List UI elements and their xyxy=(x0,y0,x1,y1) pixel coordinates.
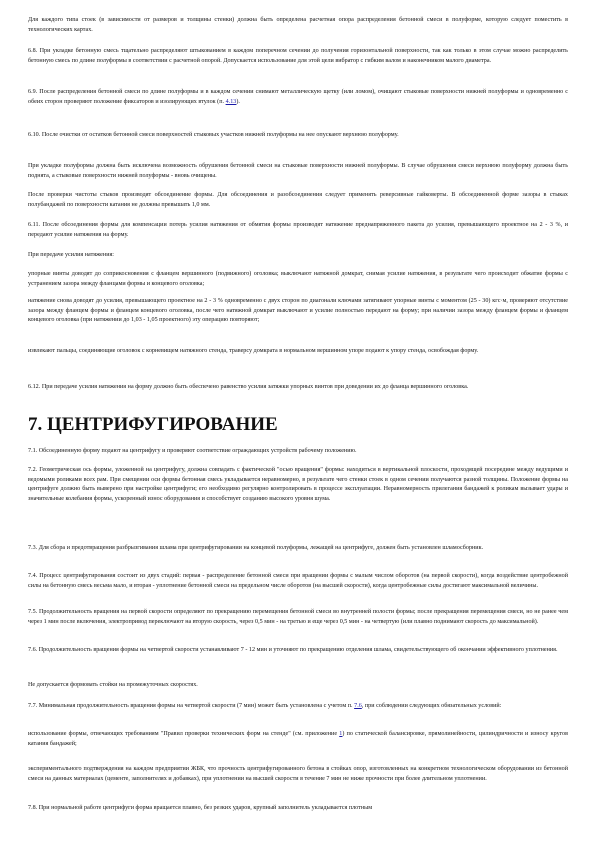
reference-link[interactable]: 7.6 xyxy=(354,703,362,709)
paragraph-text: 7.3. Для сбора и предотвращения разбрызгивания шлама при центрифугировании на концевой полуформы, лежащей на центрифуге, должен быть установлен шламосборник. xyxy=(28,545,484,551)
paragraph-text: 7.2. Геометрическая ось формы, уложенной на центрифугу, должна совпадать с фактической "осью вращения" формы: находиться в вертикальной плоскости, проходящей посередине между ведущими и ведомыми роликами всех рам. При смещении оси формы бетонная смесь укладывается неравномерно, в результате чего стенки стоек в одном сечении получаются разной толщины. Положение формы на центрифуге должно быть выверено при настройке центрифуги; его необходимо регулярно контролировать в процессе эксплуатации. Неравномерность прилегания бандажей к роликам вызывает удары и значительные колебания формы, ускоренный износ оборудования и способствует созданию высокого уровня шума. xyxy=(28,467,568,502)
paragraph-text: 6.10. После очистки от остатков бетонной смеси поверхностей стыковых участков нижней полуформы на нее опускают верхнюю полуформу. xyxy=(28,132,399,138)
paragraph xyxy=(28,131,568,141)
paragraph-text: 6.12. При передаче усилия натяжения на форму должно быть обеспечено равенство усилия затяжки упорных винтов при доведении их до фланца вершинного оголовка. xyxy=(28,384,469,390)
paragraph xyxy=(28,16,568,35)
paragraph xyxy=(28,544,568,554)
paragraph-text: 7.7. Минимальная продолжительность вращения формы на четвертой скорости (7 мин) может быть установлена с учетом п. xyxy=(28,703,355,709)
paragraph-text: ) по статической балансировке, прямолинейности, цилиндричности и износу кругов катания бандажей; xyxy=(28,731,568,747)
paragraph xyxy=(28,221,568,240)
paragraph-text: При передаче усилия натяжения: xyxy=(28,252,115,258)
paragraph-text: Для каждого типа стоек (в зависимости от размеров и толщины стенки) должна быть определена расчетная опора распределения бетонной смеси в полуформе, которую следует поместить в технологических картах. xyxy=(28,17,568,33)
reference-link[interactable]: 1 xyxy=(339,731,343,737)
paragraph xyxy=(28,765,568,784)
paragraph-text: 7.6. Продолжительность вращения формы на четвертой скорости устанавливают 7 - 12 мин и уточняют по прекращению отделения шлама, свидетельствующего об окончании эффективного уплотнения. xyxy=(28,647,558,653)
paragraph-text: Не допускается формовать стойки на промежуточных скоростях. xyxy=(28,682,198,688)
paragraph-text: 7.1. Обсоединенную форму подают на центрифугу и проверяют соответствие ограждающих устройств рабочему положению. xyxy=(28,448,357,454)
paragraph-text: упорные винты доводят до соприкосновения с фланцем вершинного (подвижного) оголовка; выключают натяжной домкрат, снимая усилие натяжения, в результате чего происходит обжатие формы с устранением зазора между фланцами формы и концевого оголовка; xyxy=(28,271,568,287)
paragraph xyxy=(28,347,568,357)
paragraph-text: ). xyxy=(236,98,240,105)
paragraph xyxy=(28,297,568,326)
paragraph-text: экспериментального подтверждения на каждом предприятии ЖБК, что прочность центрифугированного бетона в стойках опор, изготовленных на конкретном технологическом оборудовании из бетонной смеси на данных материалах (цементе, заполнителях и добавках), при уплотнении на высшей скорости в течение 7 мин не ниже прочности при более длительном уплотнении. xyxy=(28,766,568,782)
paragraph xyxy=(28,251,568,261)
paragraph-text: При укладке полуформы должна быть исключена возможность обрушения бетонной смеси на стыковые поверхности нижней полуформы. В случае обрушения смеси верхнюю полуформу должна быть поднята, а стыковые поверхности нижней полуформы - вновь очищены. xyxy=(28,163,568,179)
paragraph-text: , при соблюдении следующих обязательных условий: xyxy=(361,703,502,709)
section-heading: 7. ЦЕНТРИФУГИРОВАНИЕ xyxy=(28,414,278,435)
paragraph xyxy=(28,702,568,712)
paragraph-text: 7.8. При нормальной работе центрифуги форма вращается плавно, без резких ударов, крупный заполнитель укладывается плотным xyxy=(28,805,373,811)
paragraph xyxy=(28,270,568,289)
paragraph xyxy=(28,730,568,749)
paragraph-text: извлекают пальцы, соединяющие оголовок с корневищем натяжного стенда, траверсу домкрата в нормальном вершинном упоре подают к упору стенда, освобождая форму. xyxy=(28,348,479,354)
paragraph-text: 7.5. Продолжительность вращения на первой скорости определяют по прекращению перемещения бетонной смеси во внутренней полости формы; после прекращения перемещения смеси, но не ранее чем через 1 мин после включения, электропривод переключают на вторую скорость, через 0,5 мин - на третью и еще через 0,5 мин - на четвертую (или плавно поднимают скорость до максимальной). xyxy=(28,609,568,625)
paragraph xyxy=(28,466,568,504)
paragraph xyxy=(28,191,568,210)
paragraph xyxy=(28,383,568,393)
reference-link[interactable]: 4.13 xyxy=(225,98,237,105)
paragraph xyxy=(28,572,568,591)
paragraph xyxy=(28,646,568,656)
paragraph xyxy=(28,47,568,66)
paragraph-text: 6.11. После обсоединения формы для компенсации потерь усилия натяжения от обмятия формы производят натяжение преднапряженного пакета до усилия, превышающего проектное на 2 - 3 %, и передают усилие натяжения на форму. xyxy=(28,222,568,238)
paragraph xyxy=(28,804,568,814)
paragraph-text: 6.8. При укладке бетонную смесь тщательно распределяют штыкованием в каждом поперечном сечении до получения горизонтальной поверхности, так как только в этом случае можно распределить бетонную смесь по длине полуформы в соответствии с расчетной опорой. Допускается использование для этой цели вибратор с гибким валом и наконечником малого диаметра. xyxy=(28,48,568,64)
paragraph-text: После проверки чистоты стыков производят обсоединение формы. Для обсоединения и разобсоединения следует применять реверсивные гайковерты. В обсоединенной форме зазоры в стыках полубандажей по поверхности катания не должны превышать 1,0 мм. xyxy=(28,192,568,208)
paragraph-text: натяжение снова доводят до усилия, превышающего проектное на 2 - 3 % одновременно с двух сторон по диагонали ключами затягивают упорные винты с моментом (25 - 30) кгс·м, проверяют отсутствие зазора между фланцем формы и фланцем концевого оголовка, после чего натяжной домкрат выключают и усилие полностью передают на форму; при наличии зазора между фланцем формы и фланцем концевого оголовка (при натяжении до 1,03 - 1,05 проектного) эту операцию повторяют; xyxy=(28,298,568,324)
paragraph-text: 7.4. Процесс центрифугирования состоит из двух стадий: первая - распределение бетонной смеси при вращении формы с малым числом оборотов (на первой скорости), когда воздействие центробежной силы на бетонную смесь весьма мало, и вторая - уплотнение бетонной смеси на предельном числе оборотов (на высшей скорости), когда центробежные силы достигают максимальной величины. xyxy=(28,573,568,589)
paragraph-text: 6.9. После распределения бетонной смеси по длине полуформы и в каждом сечении снимают металлическую щетку (или ломом), очищают стыковые поверхности нижней полуформы и одновременно с обеих сторон проверяют положение фиксаторов и изолирующих втулок (п. xyxy=(28,89,568,105)
paragraph xyxy=(28,608,568,627)
paragraph xyxy=(28,88,568,107)
paragraph xyxy=(28,447,568,457)
paragraph xyxy=(28,162,568,181)
paragraph xyxy=(28,681,568,691)
paragraph-text: использование формы, отвечающих требованиям "Правил проверки технических форм на стенде" (см. приложение xyxy=(28,731,340,737)
